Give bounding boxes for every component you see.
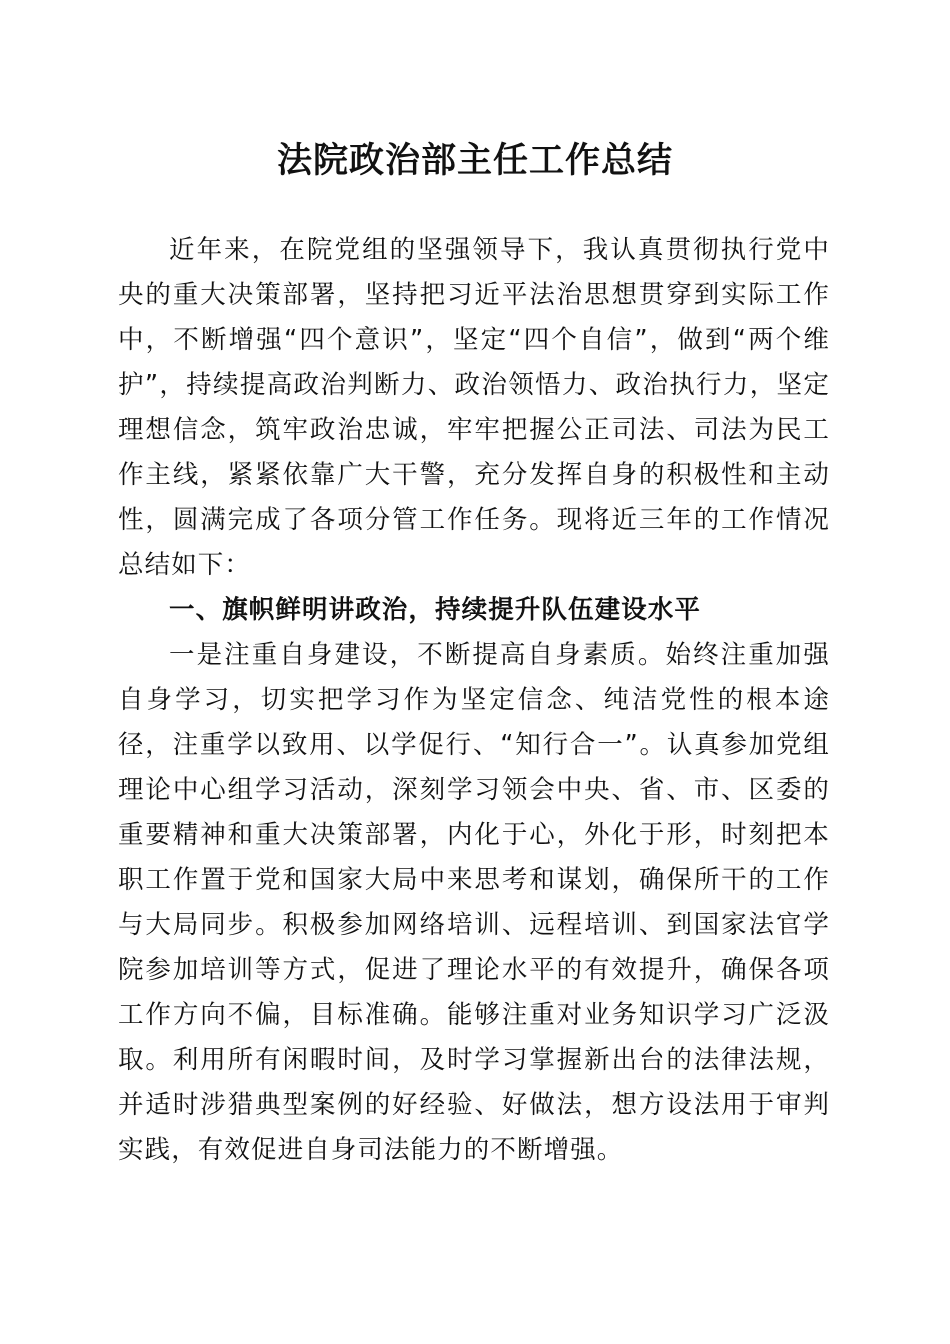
section-paragraph-lead: 一是注重自身建设，不断提高自身素质。 xyxy=(169,640,666,670)
section-heading-1: 一、旗帜鲜明讲政治，持续提升队伍建设水平 xyxy=(169,595,702,625)
section-paragraph-1 xyxy=(118,633,830,1173)
document-title: 法院政治部主任工作总结 xyxy=(276,140,673,181)
section-paragraph-text: 始终注重加强自身学习，切实把学习作为坚定信念、纯洁党性的根本途径，注重学以致用、以学促行、“知行合一”。认真参加党组理论中心组学习活动，深刻学习领会中央、省、市、区委的重要精神和重大决策部署，内化于心，外化于形，时刻把本职工作置于党和国家大局中来思考和谋划，确保所干的工作与大局同步。积极参加网络培训、远程培训、到国家法官学院参加培训等方式，促进了理论水平的有效提升，确保各项工作方向不偏，目标准确。能够注重对业务知识学习广泛汲取。利用所有闲暇时间，及时学习掌握新出台的法律法规，并适时涉猎典型案例的好经验、好做法，想方设法用于审判实践，有效促进自身司法能力的不断增强。 xyxy=(118,640,830,1165)
intro-paragraph: 近年来，在院党组的坚强领导下，我认真贯彻执行党中央的重大决策部署，坚持把习近平法治思想贯穿到实际工作中，不断增强“四个意识”，坚定“四个自信”，做到“两个维护”，持续提高政治判断力、政治领悟力、政治执行力，坚定理想信念，筑牢政治忠诚，牢牢把握公正司法、司法为民工作主线，紧紧依靠广大干警，充分发挥自身的积极性和主动性，圆满完成了各项分管工作任务。现将近三年的工作情况总结如下： xyxy=(118,235,830,580)
document-body xyxy=(118,228,830,1173)
